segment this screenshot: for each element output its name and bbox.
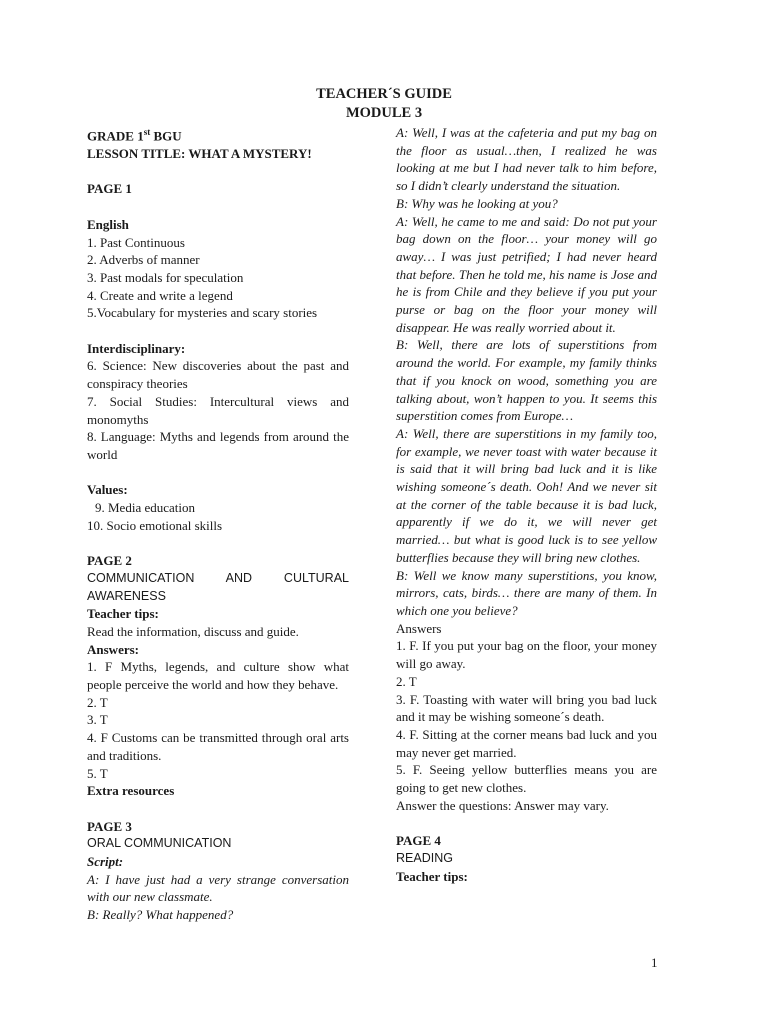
english-item: 2. Adverbs of manner bbox=[87, 252, 200, 268]
teacher-tips-heading: Teacher tips: bbox=[396, 868, 468, 884]
dialogue-line: B: Well we know many superstitions, you know, mirrors, cats, birds… there are many of them. In which one you believe? bbox=[396, 567, 657, 618]
english-item: 1. Past Continuous bbox=[87, 234, 185, 250]
right-column bbox=[396, 124, 657, 885]
left-column bbox=[87, 124, 349, 924]
document-title: TEACHER´S GUIDE bbox=[316, 86, 452, 102]
page4-section-title: READING bbox=[396, 850, 453, 865]
page-number: 1 bbox=[651, 955, 658, 970]
interdisciplinary-item: 6. Science: New discoveries about the past and conspiracy theories bbox=[87, 358, 349, 392]
page2-heading: PAGE 2 bbox=[87, 553, 132, 569]
dialogue-line: A: Well, I was at the cafeteria and put my bag on the floor as usual…then, I realized he was looking at me but I had never talk to him before, so I didn’t clearly understand the situation. bbox=[396, 125, 657, 194]
values-item: 9. Media education bbox=[95, 500, 195, 516]
page4-heading: PAGE 4 bbox=[396, 833, 441, 849]
extra-resources-heading: Extra resources bbox=[87, 783, 175, 799]
english-item: 5.Vocabulary for mysteries and scary stories bbox=[87, 305, 318, 321]
answer-item: 4. F Customs can be transmitted through oral arts and traditions. bbox=[87, 730, 349, 763]
dialogue-line: A: Well, he came to me and said: Do not put your bag down on the floor… your money will go away… I was just petrified; I had never heard that before. Then he told me, his name is Jose and he is from Chile and they believe if you put your purse or bag on the floor your money will disappear. He was really worried about it. bbox=[396, 213, 657, 335]
page2-section-title: COMMUNICATION AND CULTURAL AWARENESS bbox=[87, 570, 349, 603]
answer-item: 3. F. Toasting with water will bring you bad luck and it may be wishing someone´s death. bbox=[396, 691, 657, 725]
lesson-title: LESSON TITLE: WHAT A MYSTERY! bbox=[87, 146, 312, 162]
answer-item: 5. T bbox=[87, 765, 108, 781]
page1-heading: PAGE 1 bbox=[87, 181, 132, 197]
teacher-tips-heading: Teacher tips: bbox=[87, 606, 159, 622]
interdisciplinary-heading: Interdisciplinary: bbox=[87, 340, 186, 356]
dialogue-line: B: Why was he looking at you? bbox=[396, 195, 558, 211]
script-line: B: Really? What happened? bbox=[87, 907, 234, 923]
values-heading: Values: bbox=[87, 482, 128, 498]
english-item: 3. Past modals for speculation bbox=[87, 269, 244, 285]
answers-heading: Answers bbox=[396, 620, 442, 636]
closing-note: Answer the questions: Answer may vary. bbox=[396, 797, 609, 813]
script-line: A: I have just had a very strange conversation with our new classmate. bbox=[87, 871, 349, 905]
dialogue-line: B: Well, there are lots of superstitions from around the world. For example, my family thinks that if you knock on wood, something you are talking about, won’t happen to you. It seems this superstition comes from Europe… bbox=[396, 337, 657, 424]
grade-line: GRADE 1st BGU bbox=[87, 127, 182, 144]
answer-item: 4. F. Sitting at the corner means bad luck and you may never get married. bbox=[396, 726, 657, 760]
values-item: 10. Socio emotional skills bbox=[87, 517, 223, 533]
answer-item: 1. F Myths, legends, and culture show what people perceive the world and how they behave. bbox=[87, 659, 349, 693]
answer-item: 3. T bbox=[87, 712, 108, 728]
script-heading: Script: bbox=[87, 854, 124, 870]
page3-heading: PAGE 3 bbox=[87, 818, 132, 834]
english-item: 4. Create and write a legend bbox=[87, 287, 233, 303]
answer-item: 2. T bbox=[87, 694, 108, 710]
english-heading: English bbox=[87, 216, 129, 232]
module-heading: MODULE 3 bbox=[345, 105, 423, 121]
page3-section-title: ORAL COMMUNICATION bbox=[87, 836, 232, 851]
answer-item: 2. T bbox=[396, 673, 417, 689]
interdisciplinary-item: 7. Social Studies: Intercultural views and monomyths bbox=[87, 393, 349, 427]
dialogue-line: A: Well, there are superstitions in my family too, for example, we never toast with water because it is said that it will bring bad luck and it is like wishing someone´s death. Ooh! And we never sit at the corner of the table because it is bad luck, apparently if we do it, we will never get married… but what is good luck is to see yellow butterflies because they will bring new clothes. bbox=[396, 425, 657, 565]
tips-text: Read the information, discuss and guide. bbox=[87, 623, 299, 639]
answers-heading: Answers: bbox=[87, 641, 139, 657]
answer-item: 1. F. If you put your bag on the floor, your money will go away. bbox=[396, 638, 657, 672]
answer-item: 5. F. Seeing yellow butterflies means you are going to get new clothes. bbox=[396, 762, 657, 796]
interdisciplinary-item: 8. Language: Myths and legends from around the world bbox=[87, 429, 349, 462]
